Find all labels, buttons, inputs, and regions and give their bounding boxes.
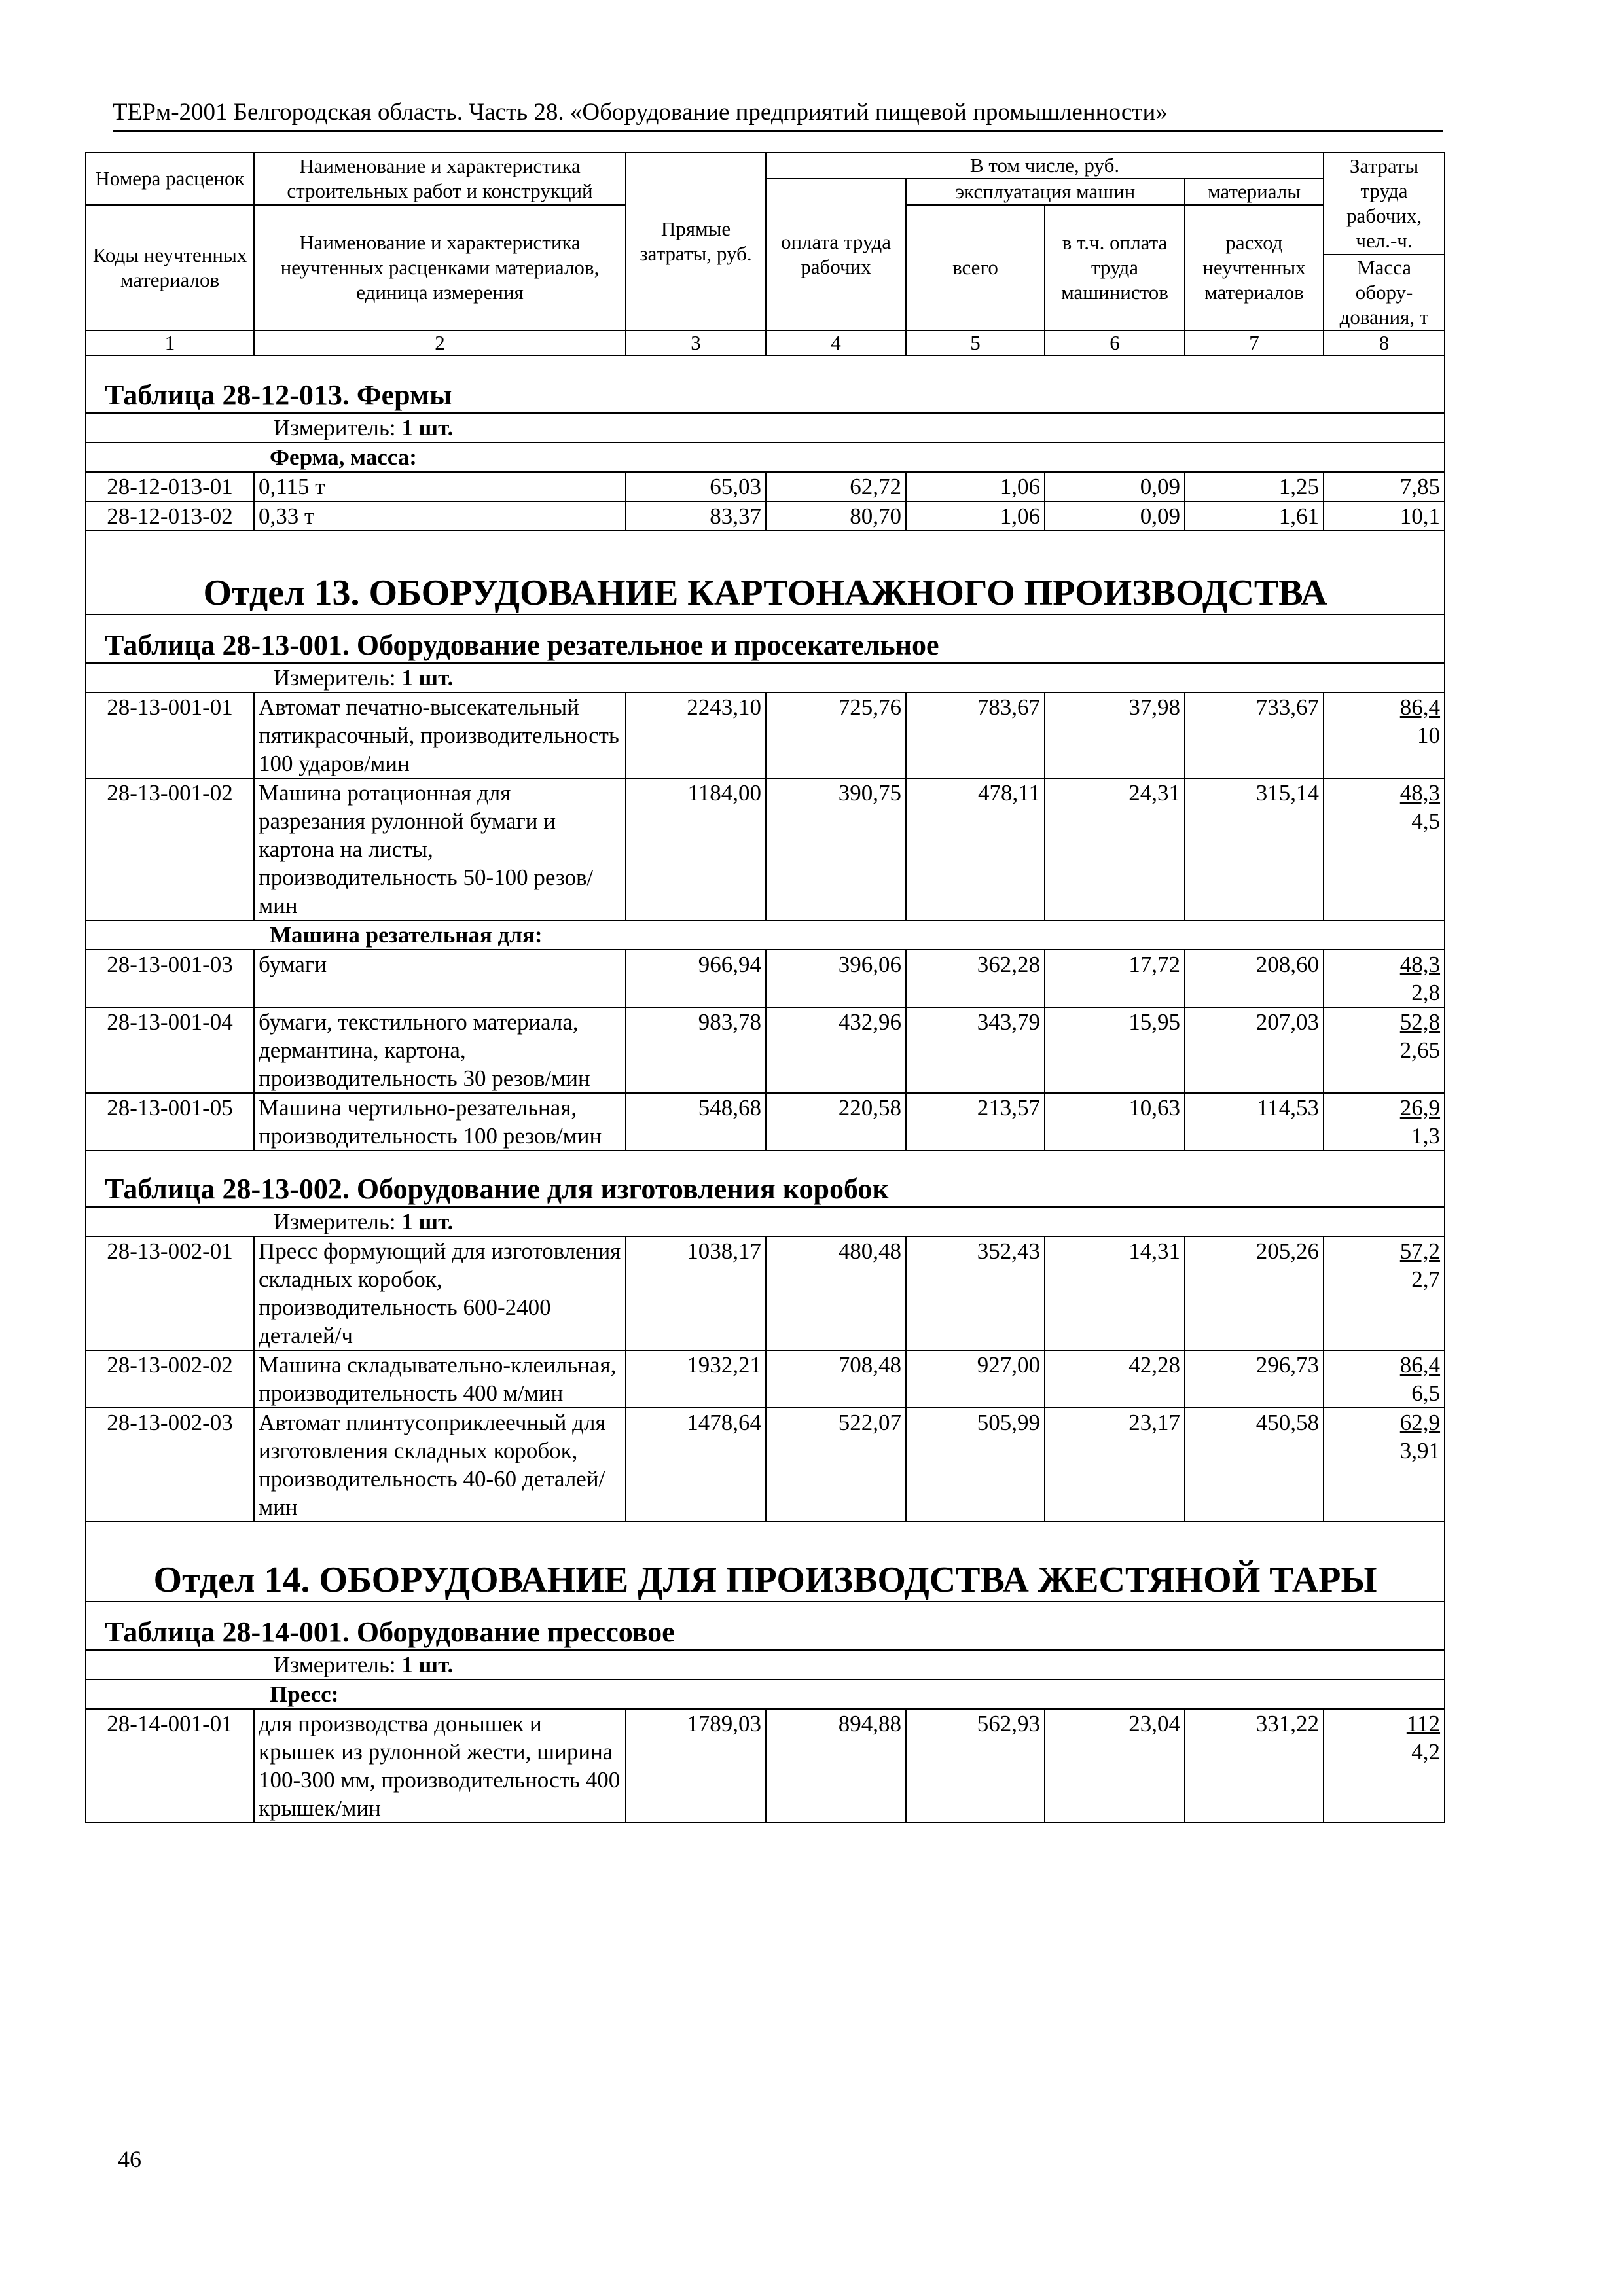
measure-line <box>90 664 1440 692</box>
work-name: 0,33 т <box>254 501 626 531</box>
labor-mass-cell <box>1324 501 1445 531</box>
table-row <box>86 950 1445 1007</box>
equipment-mass: 1,3 <box>1411 1123 1441 1149</box>
equipment-mass: 3,91 <box>1399 1438 1441 1463</box>
cost-direct: 983,78 <box>626 1007 766 1093</box>
col-number: 4 <box>766 331 906 355</box>
cost-mach-labor: 23,04 <box>1045 1709 1185 1823</box>
cost-mat: 296,73 <box>1185 1350 1324 1408</box>
col-labor-pay: оплата труда рабочих <box>766 179 906 331</box>
labor-mass-cell <box>1324 692 1445 778</box>
table-title: Таблица 28-13-002. Оборудование для изготовления коробок <box>105 1173 889 1205</box>
group-row <box>86 442 1445 472</box>
labor-mass-cell <box>1324 472 1445 501</box>
col-rate-numbers: Номера расценок <box>86 152 254 205</box>
section-cell <box>86 1151 1445 1207</box>
group-cell <box>86 442 1445 472</box>
work-name: для производства донышек и крышек из рулонной жести, ширина 100-300 мм, производительность 400 крышек/мин <box>254 1709 626 1823</box>
group-title: Пресс: <box>270 1681 339 1707</box>
cost-mat: 208,60 <box>1185 950 1324 1007</box>
table-row <box>86 1093 1445 1151</box>
col-work-names: Наименование и характеристика строительных работ и конструкций <box>254 152 626 205</box>
cost-labor: 708,48 <box>766 1350 906 1408</box>
equipment-mass: 6,5 <box>1411 1380 1441 1406</box>
measure-value: 1 шт. <box>401 415 454 440</box>
labor-hours: 62,9 <box>1399 1410 1441 1435</box>
cost-mat: 331,22 <box>1185 1709 1324 1823</box>
col-machine-operation: эксплуатация машин <box>906 179 1185 205</box>
cost-direct: 548,68 <box>626 1093 766 1151</box>
measure-line <box>90 1651 1440 1679</box>
work-name: Машина ротационная для разрезания рулонной бумаги и картона на листы, производительность 50-100 резов/мин <box>254 778 626 920</box>
section-cell <box>86 1602 1445 1650</box>
cost-mach: 927,00 <box>906 1350 1045 1408</box>
measure-label: Измеритель: <box>274 1209 396 1234</box>
measure-cell <box>86 413 1445 442</box>
labor-hours: 48,3 <box>1399 780 1441 806</box>
labor-mass-cell <box>1324 778 1445 920</box>
cost-labor: 220,58 <box>766 1093 906 1151</box>
table-head <box>86 152 1445 355</box>
labor-mass-cell <box>1324 950 1445 1007</box>
cost-mach: 362,28 <box>906 950 1045 1007</box>
cost-mach-labor: 10,63 <box>1045 1093 1185 1151</box>
equipment-mass: 2,7 <box>1411 1266 1441 1292</box>
cost-labor: 432,96 <box>766 1007 906 1093</box>
cost-labor: 396,06 <box>766 950 906 1007</box>
col-materials-usage: расход неучтенных материалов <box>1185 205 1324 331</box>
cost-direct: 1038,17 <box>626 1236 766 1350</box>
measure-label: Измеритель: <box>274 1652 396 1677</box>
cost-mat: 450,58 <box>1185 1408 1324 1522</box>
cost-mat: 205,26 <box>1185 1236 1324 1350</box>
rate-code: 28-13-001-04 <box>86 1007 254 1093</box>
labor-mass-cell <box>1324 1350 1445 1408</box>
rate-code: 28-12-013-01 <box>86 472 254 501</box>
section-cell <box>86 1522 1445 1602</box>
cost-direct: 966,94 <box>626 950 766 1007</box>
table-row <box>86 472 1445 501</box>
measure-label: Измеритель: <box>274 665 396 691</box>
department-title: Отдел 13. ОБОРУДОВАНИЕ КАРТОНАЖНОГО ПРОИЗВОДСТВА <box>203 573 1327 613</box>
labor-mass-cell <box>1324 1709 1445 1823</box>
work-name: бумаги <box>254 950 626 1007</box>
cost-mach: 505,99 <box>906 1408 1045 1522</box>
cost-labor: 480,48 <box>766 1236 906 1350</box>
equipment-mass: 4,5 <box>1411 808 1441 834</box>
group-row <box>86 1679 1445 1709</box>
section-cell <box>86 615 1445 663</box>
table-row <box>86 1350 1445 1408</box>
cost-direct: 1789,03 <box>626 1709 766 1823</box>
cost-mat: 733,67 <box>1185 692 1324 778</box>
labor-mass-cell <box>1324 1093 1445 1151</box>
cost-labor: 390,75 <box>766 778 906 920</box>
cost-mach-labor: 23,17 <box>1045 1408 1185 1522</box>
group-row <box>86 920 1445 950</box>
rate-code: 28-14-001-01 <box>86 1709 254 1823</box>
col-number: 1 <box>86 331 254 355</box>
labor-hours: 57,2 <box>1399 1238 1441 1264</box>
department-heading-row <box>86 1522 1445 1602</box>
page-number: 46 <box>118 2146 141 2172</box>
table-title: Таблица 28-13-001. Оборудование резательное и просекательное <box>105 629 939 661</box>
header-rule <box>113 130 1443 132</box>
cost-mach-labor: 0,09 <box>1045 472 1185 501</box>
measure-label: Измеритель: <box>274 415 396 440</box>
table-heading-row <box>86 1151 1445 1207</box>
cost-mach-labor: 15,95 <box>1045 1007 1185 1093</box>
table-row <box>86 1408 1445 1522</box>
col-number: 5 <box>906 331 1045 355</box>
group-cell <box>86 920 1445 950</box>
table-heading-row <box>86 1602 1445 1650</box>
table-heading-row <box>86 615 1445 663</box>
cost-mat: 114,53 <box>1185 1093 1324 1151</box>
table-body <box>86 355 1445 1823</box>
cost-direct: 65,03 <box>626 472 766 501</box>
labor-hours: 7,85 <box>1399 474 1441 499</box>
cost-mat: 207,03 <box>1185 1007 1324 1093</box>
col-number: 2 <box>254 331 626 355</box>
work-name: Автомат печатно-высекательный пятикрасочный, производительность 100 ударов/мин <box>254 692 626 778</box>
cost-mat: 1,25 <box>1185 472 1324 501</box>
col-material-names: Наименование и характеристика неучтенных расценками материалов, единица измерения <box>254 205 626 331</box>
equipment-mass: 2,65 <box>1399 1037 1441 1063</box>
cost-direct: 1932,21 <box>626 1350 766 1408</box>
col-materials: материалы <box>1185 179 1324 205</box>
work-name: 0,115 т <box>254 472 626 501</box>
cost-mach-labor: 37,98 <box>1045 692 1185 778</box>
cost-mach: 478,11 <box>906 778 1045 920</box>
col-labor-hours: Затраты труда рабочих, чел.-ч. <box>1324 152 1445 255</box>
table-row <box>86 692 1445 778</box>
measure-row <box>86 663 1445 692</box>
cost-mach-labor: 17,72 <box>1045 950 1185 1007</box>
section-cell <box>86 355 1445 413</box>
labor-hours: 48,3 <box>1399 952 1441 977</box>
cost-mach: 343,79 <box>906 1007 1045 1093</box>
cost-labor: 62,72 <box>766 472 906 501</box>
rate-code: 28-13-002-01 <box>86 1236 254 1350</box>
col-direct-costs: Прямые затраты, руб. <box>626 152 766 331</box>
cost-mach: 783,67 <box>906 692 1045 778</box>
rate-code: 28-13-001-02 <box>86 778 254 920</box>
table-row <box>86 1007 1445 1093</box>
col-number: 3 <box>626 331 766 355</box>
col-number: 7 <box>1185 331 1324 355</box>
table-title: Таблица 28-14-001. Оборудование прессовое <box>105 1616 675 1648</box>
equipment-mass: 4,2 <box>1411 1739 1441 1765</box>
work-name: бумаги, текстильного материала, дермантина, картона, производительность 30 резов/мин <box>254 1007 626 1093</box>
col-machine-operator-pay: в т.ч. оплата труда машинистов <box>1045 205 1185 331</box>
table-row <box>86 778 1445 920</box>
labor-mass-cell <box>1324 1007 1445 1093</box>
rate-code: 28-13-002-03 <box>86 1408 254 1522</box>
measure-row <box>86 413 1445 442</box>
labor-mass-cell <box>1324 1236 1445 1350</box>
cost-mach-labor: 42,28 <box>1045 1350 1185 1408</box>
cost-direct: 1478,64 <box>626 1408 766 1522</box>
measure-line <box>90 1208 1440 1236</box>
cost-mach-labor: 14,31 <box>1045 1236 1185 1350</box>
cost-labor: 894,88 <box>766 1709 906 1823</box>
measure-cell <box>86 663 1445 692</box>
table-heading-row <box>86 355 1445 413</box>
work-name: Машина складывательно-клеильная, производительность 400 м/мин <box>254 1350 626 1408</box>
table-title: Таблица 28-12-013. Фермы <box>105 379 452 411</box>
labor-mass-cell <box>1324 1408 1445 1522</box>
measure-line <box>90 414 1440 442</box>
labor-hours: 112 <box>1406 1711 1441 1736</box>
measure-row <box>86 1650 1445 1679</box>
measure-value: 1 шт. <box>401 665 454 691</box>
col-incl: В том числе, руб. <box>766 152 1324 179</box>
cost-mach: 213,57 <box>906 1093 1045 1151</box>
group-cell <box>86 1679 1445 1709</box>
group-title: Машина резательная для: <box>270 922 543 948</box>
rate-code: 28-13-002-02 <box>86 1350 254 1408</box>
cost-direct: 1184,00 <box>626 778 766 920</box>
cost-mach: 562,93 <box>906 1709 1045 1823</box>
col-machine-total: всего <box>906 205 1045 331</box>
equipment-mass: 2,8 <box>1411 980 1441 1005</box>
rate-code: 28-13-001-05 <box>86 1093 254 1151</box>
cost-mach-labor: 24,31 <box>1045 778 1185 920</box>
labor-hours: 86,4 <box>1399 1352 1441 1378</box>
measure-cell <box>86 1650 1445 1679</box>
department-title: Отдел 14. ОБОРУДОВАНИЕ ДЛЯ ПРОИЗВОДСТВА ЖЕСТЯНОЙ ТАРЫ <box>153 1560 1377 1600</box>
measure-value: 1 шт. <box>401 1209 454 1234</box>
equipment-mass: 10 <box>1417 723 1441 748</box>
cost-mach: 352,43 <box>906 1236 1045 1350</box>
measure-value: 1 шт. <box>401 1652 454 1677</box>
page-header: ТЕРм-2001 Белгородская область. Часть 28. «Оборудование предприятий пищевой промышленности» <box>113 99 1168 126</box>
table-row <box>86 501 1445 531</box>
cost-labor: 80,70 <box>766 501 906 531</box>
department-heading-row <box>86 531 1445 615</box>
labor-hours: 52,8 <box>1399 1009 1441 1035</box>
measure-row <box>86 1207 1445 1236</box>
labor-hours: 10,1 <box>1399 503 1441 529</box>
cost-mat: 1,61 <box>1185 501 1324 531</box>
rate-code: 28-12-013-02 <box>86 501 254 531</box>
table-row <box>86 1236 1445 1350</box>
cost-mach-labor: 0,09 <box>1045 501 1185 531</box>
work-name: Машина чертильно-резательная, производительность 100 резов/мин <box>254 1093 626 1151</box>
work-name: Автомат плинтусоприклеечный для изготовления складных коробок, производительность 40-60 деталей/мин <box>254 1408 626 1522</box>
col-number: 8 <box>1324 331 1445 355</box>
cost-mach: 1,06 <box>906 501 1045 531</box>
cost-mach: 1,06 <box>906 472 1045 501</box>
price-table <box>85 152 1445 1823</box>
cost-labor: 725,76 <box>766 692 906 778</box>
col-number: 6 <box>1045 331 1185 355</box>
col-equipment-mass: Масса обору-дования, т <box>1324 255 1445 331</box>
table-row <box>86 1709 1445 1823</box>
group-title: Ферма, масса: <box>270 444 417 470</box>
cost-direct: 83,37 <box>626 501 766 531</box>
labor-hours: 86,4 <box>1399 694 1441 720</box>
cost-labor: 522,07 <box>766 1408 906 1522</box>
cost-mat: 315,14 <box>1185 778 1324 920</box>
measure-cell <box>86 1207 1445 1236</box>
rate-code: 28-13-001-03 <box>86 950 254 1007</box>
labor-hours: 26,9 <box>1399 1095 1441 1121</box>
work-name: Пресс формующий для изготовления складных коробок, производительность 600-2400 деталей/ч <box>254 1236 626 1350</box>
col-material-codes: Коды неучтенных материалов <box>86 205 254 331</box>
rate-code: 28-13-001-01 <box>86 692 254 778</box>
section-cell <box>86 531 1445 615</box>
cost-direct: 2243,10 <box>626 692 766 778</box>
